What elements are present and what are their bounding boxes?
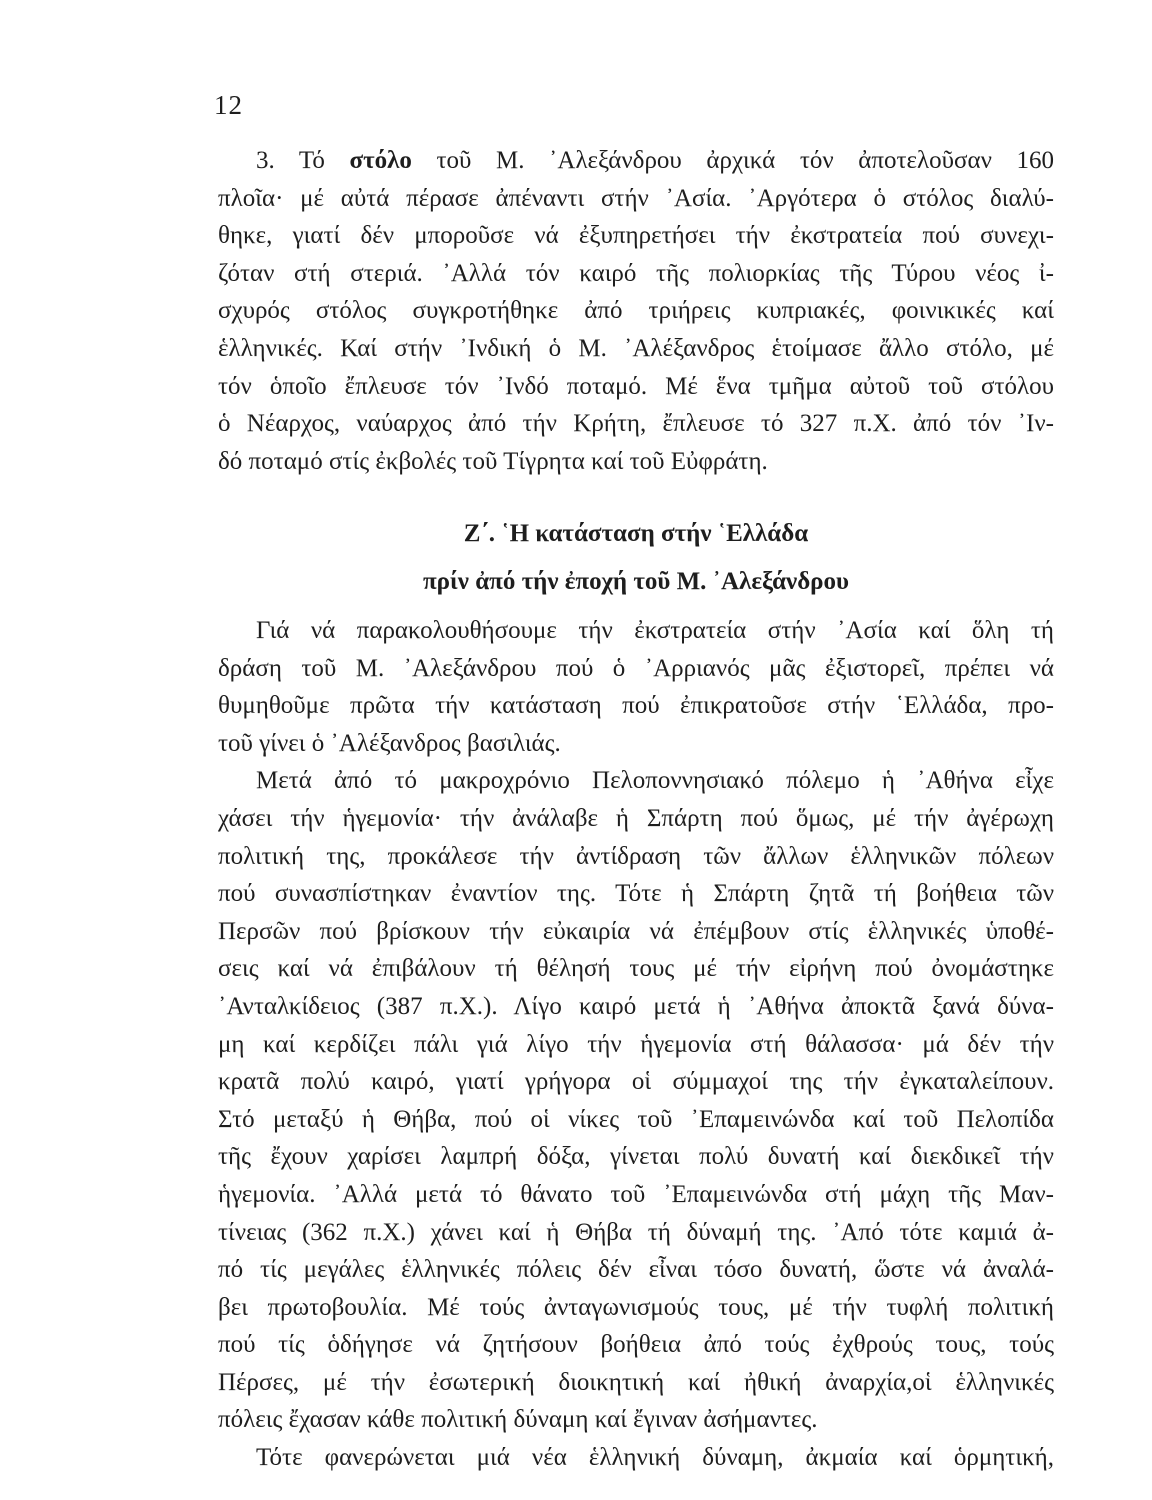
text-line: πού τίς ὁδήγησε νά ζητήσουν βοήθεια ἀπό τούς ἐχθρούς τους, τούς <box>218 1331 1054 1359</box>
paragraph-fleet <box>218 142 1054 480</box>
page-number: 12 <box>214 90 243 120</box>
section-heading-line-2: πρίν ἀπό τήν ἐποχή τοῦ Μ. ᾿Αλεξάνδρου <box>422 568 850 595</box>
text-line: Περσῶν πού βρίσκουν τήν εὐκαιρία νά ἐπέμβουν στίς ἑλληνικές ὑποθέ- <box>218 917 1054 945</box>
text-line: μη καί κερδίζει πάλι γιά λίγο τήν ἡγεμονία στή θάλασσα· μά δέν τήν <box>218 1030 1054 1058</box>
text-line: σχυρός στόλος συγκροτήθηκε ἀπό τριήρεις κυπριακές, φοινικικές καί <box>218 297 1054 325</box>
text-line: τίνειας (362 π.Χ.) χάνει καί ἡ Θήβα τή δύναμή της. ᾿Από τότε καμιά ἀ- <box>218 1218 1054 1246</box>
text-line: πόλεις ἔχασαν κάθε πολιτική δύναμη καί ἔγιναν ἀσήμαντες. <box>218 1406 818 1434</box>
text-line: ἡγεμονία. ᾿Αλλά μετά τό θάνατο τοῦ ᾿Επαμεινώνδα στή μάχη τῆς Μαν- <box>218 1180 1054 1208</box>
text-line: ὁ Νέαρχος, ναύαρχος ἀπό τήν Κρήτη, ἔπλευσε τό 327 π.Χ. ἀπό τόν ᾿Ιν- <box>218 410 1054 438</box>
text-line: τοῦ γίνει ὁ ᾿Αλέξανδρος βασιλιάς. <box>218 729 561 757</box>
text-line: θηκε, γιατί δέν μποροῦσε νά ἐξυπηρετήσει τήν ἐκστρατεία πού συνεχι- <box>218 222 1054 250</box>
bold-term: στόλο <box>349 147 412 174</box>
text-line: Πέρσες, μέ τήν ἐσωτερική διοικητική καί ἠθική ἀναρχία,οἱ ἑλληνικές <box>218 1368 1054 1396</box>
text-line: Γιά νά παρακολουθήσουμε τήν ἐκστρατεία στήν ᾿Ασία καί ὅλη τή <box>256 617 1054 644</box>
text-line: Στό μεταξύ ἡ Θήβα, πού οἱ νίκες τοῦ ᾿Επαμεινώνδα καί τοῦ Πελοπίδα <box>218 1105 1054 1133</box>
text-line: χάσει τήν ἡγεμονία· τήν ἀνάλαβε ἡ Σπάρτη πού ὅμως, μέ τήν ἀγέρωχη <box>218 804 1054 832</box>
text-line: ᾿Ανταλκίδειος (387 π.Χ.). Λίγο καιρό μετά ἡ ᾿Αθήνα ἀποκτᾶ ξανά δύνα- <box>218 992 1054 1020</box>
text-line: τῆς ἔχουν χαρίσει λαμπρή δόξα, γίνεται πολύ δυνατή καί διεκδικεῖ τήν <box>218 1143 1054 1171</box>
text-line: πολιτική της, προκάλεσε τήν ἀντίδραση τῶν ἄλλων ἑλληνικῶν πόλεων <box>218 842 1054 870</box>
text-run: τοῦ Μ. ᾿Αλεξάνδρου ἀρχικά τόν ἀποτελοῦσαν 160 <box>411 147 1054 174</box>
text-line <box>218 142 1054 180</box>
text-line: θυμηθοῦμε πρῶτα τήν κατάσταση πού ἐπικρατοῦσε στήν ῾Ελλάδα, προ- <box>218 692 1054 720</box>
text-line: σεις καί νά ἐπιβάλουν τή θέλησή τους μέ τήν εἰρήνη πού ὀνομάστηκε <box>218 955 1054 983</box>
text-line: ζόταν στή στεριά. ᾿Αλλά τόν καιρό τῆς πολιορκίας τῆς Τύρου νέος ἰ- <box>218 259 1054 287</box>
text-line: δράση τοῦ Μ. ᾿Αλεξάνδρου πού ὁ ᾿Αρριανός μᾶς ἐξιστορεῖ, πρέπει νά <box>218 654 1054 682</box>
text-line: τόν ὁποῖο ἔπλευσε τόν ᾿Ινδό ποταμό. Μέ ἕνα τμῆμα αὐτοῦ τοῦ στόλου <box>218 372 1054 400</box>
text-line: πό τίς μεγάλες ἑλληνικές πόλεις δέν εἶναι τόσο δυνατή, ὥστε νά ἀναλά- <box>218 1256 1054 1284</box>
text-line: Τότε φανερώνεται μιά νέα ἑλληνική δύναμη, ἀκμαία καί ὁρμητική, <box>256 1444 1054 1472</box>
section-body <box>218 612 1054 1477</box>
section-heading-line-1: Ζ΄. ῾Η κατάσταση στήν ῾Ελλάδα <box>463 520 809 547</box>
text-line: πλοῖα· μέ αὐτά πέρασε ἀπέναντι στήν ᾿Ασία. ᾿Αργότερα ὁ στόλος διαλύ- <box>218 184 1054 212</box>
text-line: πού συνασπίστηκαν ἐναντίον της. Τότε ἡ Σπάρτη ζητᾶ τή βοήθεια τῶν <box>218 880 1054 908</box>
text-line: δό ποταμό στίς ἐκβολές τοῦ Τίγρητα καί τοῦ Εὐφράτη. <box>218 447 768 475</box>
text-line: Μετά ἀπό τό μακροχρόνιο Πελοποννησιακό πόλεμο ἡ ᾿Αθήνα εἶχε <box>256 767 1054 795</box>
text-line: ἑλληνικές. Καί στήν ᾿Ινδική ὁ Μ. ᾿Αλέξανδρος ἑτοίμασε ἄλλο στόλο, μέ <box>218 334 1054 362</box>
text-run: 3. Τό <box>256 147 350 174</box>
text-line: κρατᾶ πολύ καιρό, γιατί γρήγορα οἱ σύμμαχοί της τήν ἐγκαταλείπουν. <box>218 1068 1054 1096</box>
text-line: βει πρωτοβουλία. Μέ τούς ἀνταγωνισμούς τους, μέ τήν τυφλή πολιτική <box>218 1293 1054 1321</box>
